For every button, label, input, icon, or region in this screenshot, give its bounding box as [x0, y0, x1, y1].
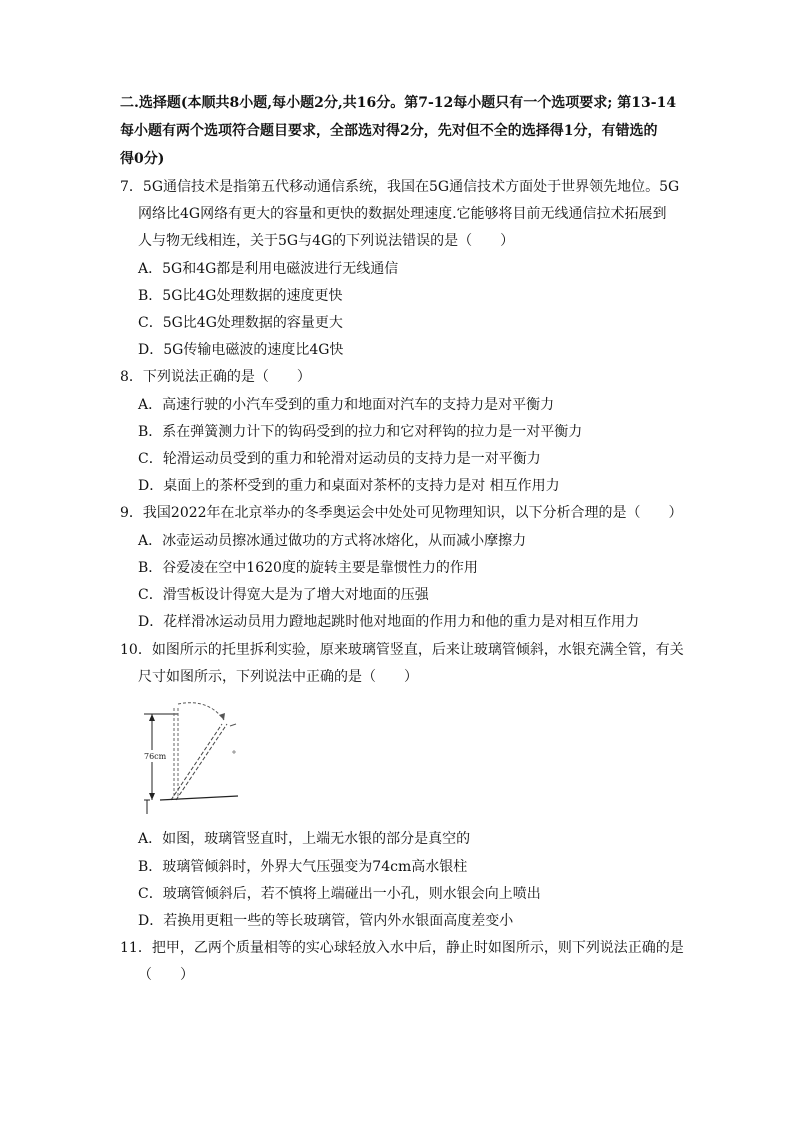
question-11-stem-1: 11．把甲，乙两个质量相等的实心球轻放入水中后，静止时如图所示，则下列说法正确的是: [120, 940, 684, 956]
question-10-option-b: B．玻璃管倾斜时，外界大气压强变为74cm高水银柱: [138, 859, 468, 875]
section-header-line-2: 每小题有两个选项符合题目要求，全部选对得2分，先对但不全的选择得1分，有错选的: [120, 123, 658, 139]
question-11-stem-2: （ ）: [138, 967, 194, 983]
question-8-option-c: C．轮滑运动员受到的重力和轮滑对运动员的支持力是一对平衡力: [138, 451, 541, 467]
question-7-stem-1: 7．5G通信技术是指第五代移动通信系统，我国在5G通信技术方面处于世界领先地位。5G: [120, 179, 680, 195]
section-header-line-1: 二.选择题(本顺共8小题,每小题2分,共16分。第7-12每小题只有一个选项要求; 第13-14: [120, 95, 677, 111]
question-10-option-d: D．若换用更粗一些的等长玻璃管，管内外水银面高度差变小: [138, 913, 514, 929]
question-9-option-c: C．滑雪板设计得宽大是为了增大对地面的压强: [138, 587, 429, 603]
question-9-option-d: D．花样滑冰运动员用力蹬地起跳时他对地面的作用力和他的重力是对相互作用力: [138, 614, 640, 630]
section-header-line-3: 得0分): [120, 151, 165, 167]
question-8-option-a: A．高速行驶的小汽车受到的重力和地面对汽车的支持力是对平衡力: [138, 397, 555, 413]
question-7-option-c: C．5G比4G处理数据的容量更大: [138, 315, 343, 331]
torricelli-experiment-figure: [138, 696, 250, 820]
question-7-option-a: A．5G和4G都是利用电磁波进行无线通信: [138, 261, 399, 277]
question-9-stem: 9．我国2022年在北京举办的冬季奥运会中处处可见物理知识，以下分析合理的是（ ）: [120, 505, 683, 521]
question-9-option-a: A．冰壶运动员擦冰通过做功的方式将冰熔化，从而减小摩擦力: [138, 533, 527, 549]
figure-76cm-label: 76cm: [144, 752, 167, 761]
question-10-option-c: C．玻璃管倾斜后，若不慎将上端碰出一小孔，则水银会向上喷出: [138, 886, 541, 902]
question-8-option-d: D．桌面上的茶杯受到的重力和桌面对茶杯的支持力是对 相互作用力: [138, 478, 560, 494]
question-10-option-a: A．如图，玻璃管竖直时，上端无水银的部分是真空的: [138, 831, 471, 847]
question-10-stem-1: 10．如图所示的托里拆利实验，原来玻璃管竖直，后来让玻璃管倾斜，水银充满全管，有关: [120, 642, 684, 658]
question-7-option-b: B．5G比4G处理数据的速度更快: [138, 288, 343, 304]
question-9-option-b: B．谷爱凌在空中1620度的旋转主要是靠惯性力的作用: [138, 560, 478, 576]
question-7-stem-3: 人与物无线相连，关于5G与4G的下列说法错误的是（ ）: [138, 233, 515, 249]
question-8-stem: 8．下列说法正确的是（ ）: [120, 369, 311, 385]
question-7-option-d: D．5G传输电磁波的速度比4G快: [138, 342, 344, 358]
question-10-stem-2: 尺寸如图所示，下列说法中正确的是（ ）: [138, 669, 418, 685]
question-8-option-b: B．系在弹簧测力计下的钩码受到的拉力和它对秤钩的拉力是一对平衡力: [138, 424, 583, 440]
question-7-stem-2: 网络比4G网络有更大的容量和更快的数据处理速度.它能够将目前无线通信拉术拓展到: [138, 206, 667, 222]
